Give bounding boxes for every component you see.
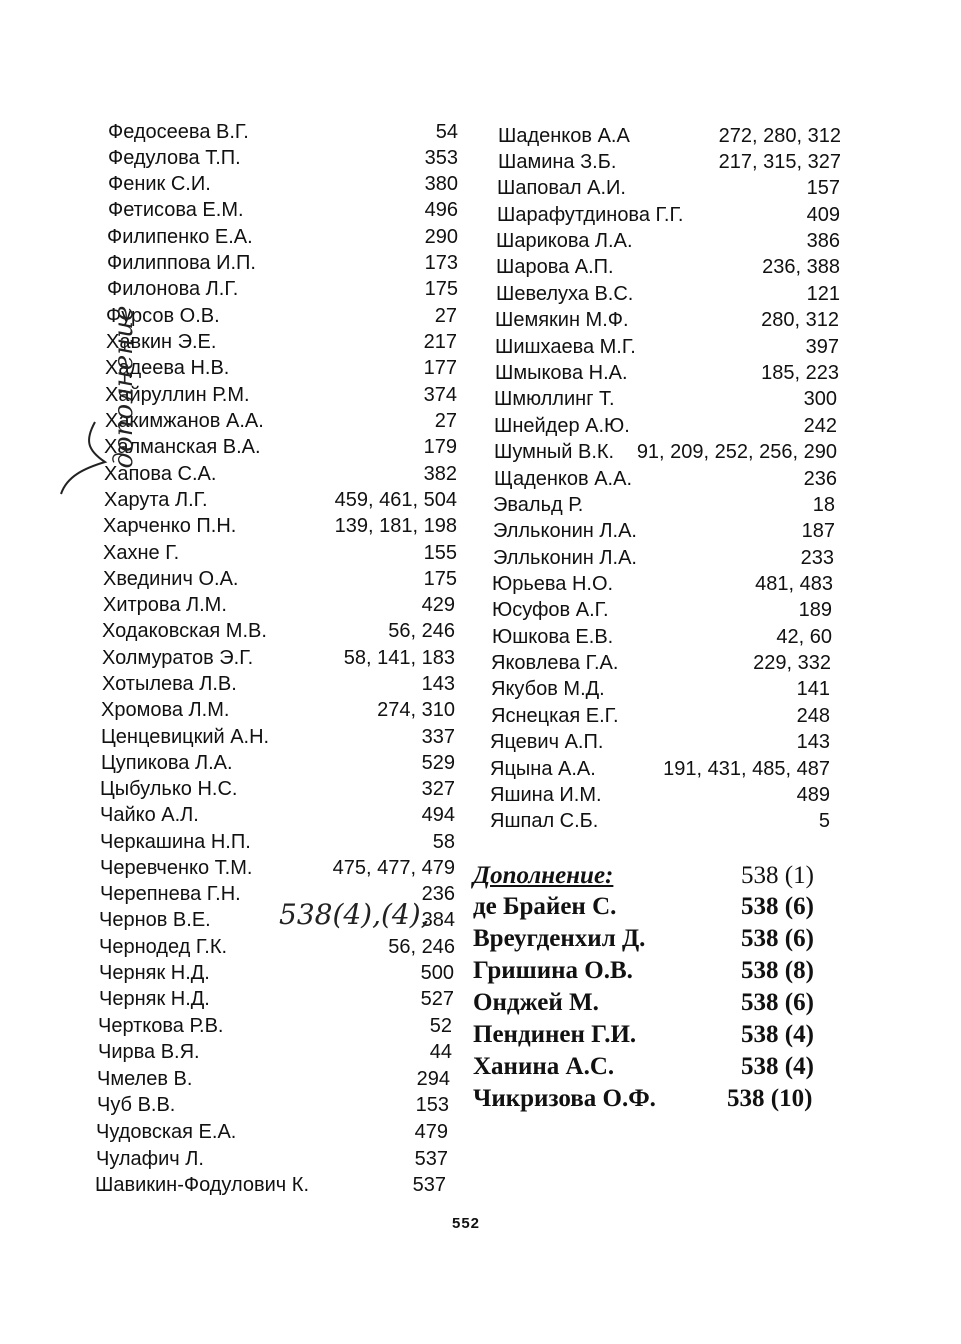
entry-name: Шмыкова Н.А.: [495, 362, 628, 384]
entry-pages: 229, 332: [753, 652, 831, 674]
entry-pages: 141: [796, 678, 830, 700]
entry-pages: 58, 141, 183: [343, 647, 455, 669]
entry-name: Черняк Н.Д.: [99, 988, 210, 1010]
entry-name: Чирва В.Я.: [98, 1041, 200, 1063]
entry-pages: 248: [796, 705, 830, 727]
entry-pages: 538 (6): [741, 925, 814, 952]
entry-pages: 538 (10): [727, 1085, 813, 1112]
entry-name: Яцевич А.П.: [490, 731, 604, 753]
entry-pages: 236: [803, 468, 837, 490]
entry-name: Филонова Л.Г.: [107, 278, 239, 300]
entry-pages: 52: [429, 1015, 452, 1037]
entry-name: Пендинен Г.И.: [473, 1021, 637, 1048]
entry-pages: 42, 60: [776, 626, 832, 648]
entry-pages: 537: [414, 1148, 448, 1170]
entry-pages: 185, 223: [761, 362, 839, 384]
entry-name: Чулафич Л.: [96, 1148, 204, 1170]
entry-name: Вреугденхил Д.: [473, 925, 646, 952]
entry-name: Яшпал С.Б.: [490, 810, 599, 832]
entry-name: Шаденков А.А: [498, 125, 630, 147]
entry-name: Гришина О.В.: [473, 957, 633, 984]
entry-name: Фетисова Е.М.: [108, 199, 244, 221]
entry-name: Черкашина Н.П.: [100, 831, 251, 853]
entry-name: Шумный В.К.: [494, 441, 615, 463]
entry-name: Яснецкая Е.Г.: [491, 705, 619, 727]
entry-name: Харута Л.Г.: [104, 489, 208, 511]
entry-pages: 187: [801, 520, 835, 542]
entry-pages: 121: [806, 283, 840, 305]
entry-pages: 177: [423, 357, 457, 379]
entry-pages: 173: [424, 252, 458, 274]
entry-name: Онджей М.: [473, 989, 599, 1016]
entry-name: Чернодед Г.К.: [99, 936, 228, 958]
entry-pages: 529: [421, 752, 455, 774]
entry-pages: 459, 461, 504: [334, 489, 457, 511]
entry-name: Юрьева Н.О.: [492, 573, 614, 595]
entry-pages: 274, 310: [377, 699, 455, 721]
entry-pages: 217: [423, 331, 457, 353]
page-number: 552: [452, 1215, 481, 1232]
entry-pages: 337: [421, 726, 455, 748]
entry-name: Элльконин Л.А.: [493, 547, 637, 569]
entry-pages: 175: [424, 278, 458, 300]
entry-name: Хромова Л.М.: [101, 699, 230, 721]
entry-name: Хотылева Л.В.: [102, 673, 237, 695]
entry-name: Хайруллин Р.М.: [105, 384, 250, 406]
entry-pages: 475, 477, 479: [332, 857, 455, 879]
entry-pages: 489: [796, 784, 830, 806]
entry-name: Феник С.И.: [108, 173, 211, 195]
entry-pages: 236, 388: [762, 256, 840, 278]
entry-pages: 290: [424, 226, 458, 248]
entry-name: Хвединич О.А.: [103, 568, 239, 590]
entry-pages: 27: [434, 305, 457, 327]
entry-name: Ходаковская М.В.: [102, 620, 267, 642]
entry-pages: 500: [420, 962, 454, 984]
entry-name: Ханина А.С.: [473, 1053, 615, 1080]
entry-name: Цыбулько Н.С.: [100, 778, 238, 800]
entry-name: Филиппова И.П.: [107, 252, 256, 274]
entry-pages: 294: [416, 1068, 450, 1090]
entry-pages: 538 (4): [741, 1053, 814, 1080]
entry-name: Юшкова Е.В.: [492, 626, 614, 648]
entry-name: Эвальд Р.: [493, 494, 584, 516]
entry-name: Филипенко Е.А.: [107, 226, 253, 248]
entry-pages: 189: [798, 599, 832, 621]
entry-pages: 272, 280, 312: [718, 125, 841, 147]
entry-name: Харченко П.Н.: [103, 515, 237, 537]
entry-pages: 233: [800, 547, 834, 569]
entry-pages: 386: [806, 230, 840, 252]
entry-name: Шемякин М.Ф.: [495, 309, 629, 331]
entry-name: Хитрова Л.М.: [103, 594, 227, 616]
entry-pages: 217, 315, 327: [718, 151, 841, 173]
entry-name: Чудовская Е.А.: [96, 1121, 237, 1143]
entry-pages: 44: [429, 1041, 452, 1063]
entry-pages: 56, 246: [388, 936, 455, 958]
entry-name: Хахне Г.: [103, 542, 180, 564]
entry-name: Шнейдер А.Ю.: [494, 415, 630, 437]
entry-pages: 139, 181, 198: [334, 515, 457, 537]
entry-pages: 537: [412, 1174, 446, 1196]
entry-pages: 527: [420, 988, 454, 1010]
entry-name: Якубов М.Д.: [491, 678, 605, 700]
entry-name: Халманская В.А.: [104, 436, 261, 458]
entry-pages: 153: [415, 1094, 449, 1116]
entry-name: Чуб В.В.: [97, 1094, 176, 1116]
entry-pages: 479: [414, 1121, 448, 1143]
entry-name: Шавикин-Фодулович К.: [95, 1174, 309, 1196]
entry-name: Федосеева В.Г.: [108, 121, 249, 143]
entry-pages: 242: [803, 415, 837, 437]
entry-name: Ценцевицкий А.Н.: [101, 726, 270, 748]
entry-name: Шаповал А.И.: [497, 177, 626, 199]
entry-pages: 494: [421, 804, 455, 826]
entry-pages: 380: [424, 173, 458, 195]
entry-pages: 538 (6): [741, 989, 814, 1016]
entry-name: Федулова Т.П.: [108, 147, 241, 169]
entry-name: Шамина З.Б.: [498, 151, 617, 173]
entry-name: Хавкин Э.Е.: [106, 331, 217, 353]
entry-name: Шмюллинг Т.: [494, 388, 615, 410]
entry-pages: 58: [432, 831, 455, 853]
entry-pages: 91, 209, 252, 256, 290: [636, 441, 837, 463]
entry-name: Щаденков А.А.: [494, 468, 633, 490]
entry-pages: 157: [806, 177, 840, 199]
entry-name: Хадеева Н.В.: [105, 357, 230, 379]
handwritten-chernov-note: 538(4),(4),: [279, 898, 430, 931]
supplement-title: Дополнение:: [473, 862, 614, 889]
entry-pages: 179: [423, 436, 457, 458]
entry-pages: 300: [803, 388, 837, 410]
entry-pages: 538 (4): [741, 1021, 814, 1048]
entry-name: Черевченко Т.М.: [100, 857, 253, 879]
entry-pages: 143: [796, 731, 830, 753]
entry-name: Элльконин Л.А.: [493, 520, 637, 542]
entry-pages: 280, 312: [761, 309, 839, 331]
entry-pages: 481, 483: [755, 573, 833, 595]
entry-pages: 143: [421, 673, 455, 695]
entry-pages: 409: [806, 204, 840, 226]
entry-name: Шарикова Л.А.: [496, 230, 633, 252]
entry-pages: 397: [805, 336, 839, 358]
entry-name: Цупикова Л.А.: [101, 752, 233, 774]
entry-pages: 384: [421, 909, 455, 931]
entry-name: Хапова С.А.: [104, 463, 217, 485]
handwritten-margin-note: дополнение: [109, 305, 139, 469]
entry-pages: 56, 246: [388, 620, 455, 642]
entry-pages: 496: [424, 199, 458, 221]
entry-pages: 27: [434, 410, 457, 432]
entry-name: Яшина И.М.: [490, 784, 602, 806]
supplement-title-pages: 538 (1): [741, 862, 814, 889]
entry-name: Шарова А.П.: [496, 256, 614, 278]
entry-name: Шишхаева М.Г.: [495, 336, 636, 358]
entry-pages: 5: [818, 810, 830, 832]
entry-name: Чайко А.Л.: [100, 804, 199, 826]
entry-name: Холмуратов Э.Г.: [102, 647, 254, 669]
entry-name: де Брайен С.: [473, 893, 617, 920]
entry-name: Чикризова О.Ф.: [473, 1085, 656, 1112]
entry-name: Яцына А.А.: [490, 758, 596, 780]
entry-pages: 374: [423, 384, 457, 406]
entry-name: Чмелев В.: [97, 1068, 193, 1090]
entry-name: Чернов В.Е.: [99, 909, 211, 931]
entry-name: Шарафутдинова Г.Г.: [497, 204, 684, 226]
entry-name: Юсуфов А.Г.: [492, 599, 609, 621]
entry-pages: 538 (8): [741, 957, 814, 984]
entry-pages: 538 (6): [741, 893, 814, 920]
entry-pages: 382: [423, 463, 457, 485]
entry-pages: 191, 431, 485, 487: [663, 758, 830, 780]
entry-pages: 353: [424, 147, 458, 169]
entry-pages: 429: [421, 594, 455, 616]
entry-name: Черняк Н.Д.: [99, 962, 210, 984]
handwritten-bracket-icon: [55, 420, 115, 500]
entry-pages: 236: [421, 883, 455, 905]
entry-name: Яковлева Г.А.: [491, 652, 619, 674]
entry-pages: 54: [435, 121, 458, 143]
entry-name: Черткова Р.В.: [98, 1015, 224, 1037]
entry-pages: 155: [423, 542, 457, 564]
entry-pages: 175: [423, 568, 457, 590]
entry-name: Фурсов О.В.: [106, 305, 220, 327]
entry-pages: 18: [812, 494, 835, 516]
entry-name: Шевелуха В.С.: [496, 283, 634, 305]
entry-name: Черепнева Г.Н.: [100, 883, 241, 905]
entry-pages: 327: [421, 778, 455, 800]
entry-name: Хакимжанов А.А.: [105, 410, 264, 432]
